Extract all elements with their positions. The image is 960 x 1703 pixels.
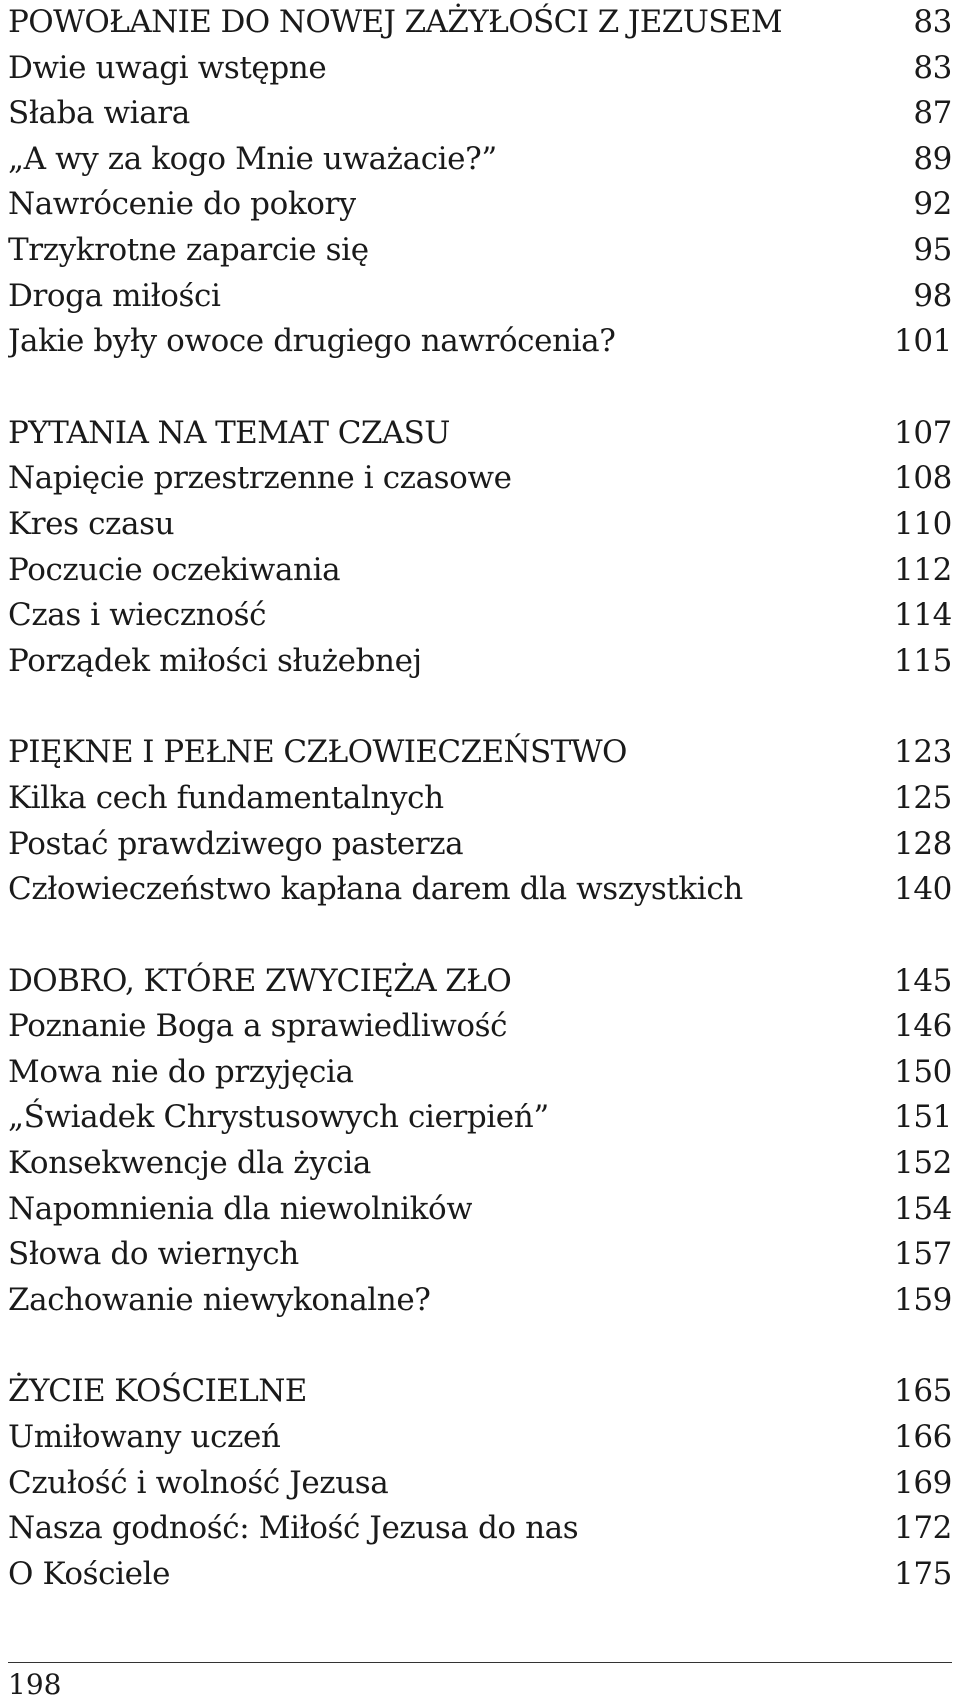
toc-entry (8, 822, 952, 868)
entry-page-number: 114 (894, 597, 952, 634)
toc-entry (8, 867, 952, 913)
toc-entry (8, 46, 952, 92)
entry-title: Czas i wieczność (8, 597, 267, 634)
toc-entry (8, 1187, 952, 1233)
toc-entry (8, 1095, 952, 1141)
entry-title: Poznanie Boga a sprawiedliwość (8, 1008, 508, 1045)
toc-entry (8, 776, 952, 822)
toc-entry (8, 228, 952, 274)
entry-page-number: 175 (894, 1555, 952, 1592)
entry-title: „A wy za kogo Mnie uważacie?” (8, 140, 497, 177)
table-of-contents (8, 0, 952, 1643)
entry-page-number: 157 (894, 1236, 952, 1273)
entry-page-number: 89 (913, 140, 952, 177)
toc-entry (8, 1552, 952, 1598)
entry-title: Porządek miłości służebnej (8, 642, 422, 679)
toc-chapter-heading (8, 0, 952, 46)
footer-divider (8, 1662, 952, 1663)
toc-entry (8, 1506, 952, 1552)
toc-entry (8, 1232, 952, 1278)
entry-title: Jakie były owoce drugiego nawrócenia? (8, 323, 616, 360)
entry-page-number: 108 (894, 460, 952, 497)
entry-page-number: 101 (894, 323, 952, 360)
entry-page-number: 98 (913, 277, 952, 314)
entry-page-number: 115 (894, 642, 952, 679)
entry-page-number: 95 (913, 231, 952, 268)
toc-entry (8, 593, 952, 639)
entry-page-number: 112 (894, 551, 952, 588)
entry-title: Kres czasu (8, 505, 175, 542)
toc-entry (8, 91, 952, 137)
entry-title: Czułość i wolność Jezusa (8, 1464, 389, 1501)
chapter-page-number: 83 (913, 4, 952, 40)
entry-page-number: 110 (894, 505, 952, 542)
entry-title: Zachowanie niewykonalne? (8, 1281, 431, 1318)
toc-section (8, 959, 952, 1324)
toc-entry (8, 1415, 952, 1461)
toc-entry (8, 1141, 952, 1187)
entry-page-number: 166 (894, 1419, 952, 1456)
entry-title: Człowieczeństwo kapłana darem dla wszystkich (8, 871, 743, 908)
entry-page-number: 87 (913, 95, 952, 132)
entry-title: Umiłowany uczeń (8, 1419, 281, 1456)
entry-page-number: 172 (894, 1510, 952, 1547)
entry-title: Nawrócenie do pokory (8, 186, 357, 223)
toc-section (8, 730, 952, 912)
entry-page-number: 140 (894, 871, 952, 908)
toc-entry (8, 1050, 952, 1096)
entry-page-number: 146 (894, 1008, 952, 1045)
entry-page-number: 154 (894, 1190, 952, 1227)
entry-page-number: 92 (913, 186, 952, 223)
entry-title: „Świadek Chrystusowych cierpień” (8, 1099, 549, 1136)
toc-entry (8, 548, 952, 594)
chapter-title: ŻYCIE KOŚCIELNE (8, 1373, 307, 1410)
entry-page-number: 128 (894, 825, 952, 862)
chapter-page-number: 165 (894, 1373, 952, 1410)
entry-title: Słowa do wiernych (8, 1236, 299, 1273)
entry-page-number: 169 (894, 1464, 952, 1501)
chapter-page-number: 107 (894, 414, 952, 451)
chapter-page-number: 123 (894, 734, 952, 771)
toc-chapter-heading (8, 730, 952, 776)
entry-title: Napomnienia dla niewolników (8, 1190, 473, 1227)
entry-title: Postać prawdziwego pasterza (8, 825, 464, 862)
entry-page-number: 150 (894, 1053, 952, 1090)
entry-page-number: 152 (894, 1145, 952, 1182)
toc-chapter-heading (8, 411, 952, 457)
chapter-title: DOBRO, KTÓRE ZWYCIĘŻA ZŁO (8, 962, 512, 999)
chapter-title: POWOŁANIE DO NOWEJ ZAŻYŁOŚCI Z JEZUSEM (8, 4, 783, 40)
entry-page-number: 83 (913, 49, 952, 86)
toc-entry (8, 182, 952, 228)
entry-title: Konsekwencje dla życia (8, 1145, 371, 1182)
entry-title: Poczucie oczekiwania (8, 551, 341, 588)
entry-title: Napięcie przestrzenne i czasowe (8, 460, 512, 497)
toc-chapter-heading (8, 1369, 952, 1415)
entry-title: Kilka cech fundamentalnych (8, 779, 444, 816)
chapter-title: PYTANIA NA TEMAT CZASU (8, 414, 450, 451)
toc-chapter-heading (8, 959, 952, 1005)
entry-title: Dwie uwagi wstępne (8, 49, 327, 86)
toc-entry (8, 1004, 952, 1050)
entry-title: Słaba wiara (8, 95, 190, 132)
toc-entry (8, 319, 952, 365)
toc-entry (8, 639, 952, 685)
toc-entry (8, 274, 952, 320)
toc-entry (8, 1461, 952, 1507)
toc-section (8, 1369, 952, 1597)
toc-entry (8, 1278, 952, 1324)
toc-section (8, 0, 952, 365)
entry-title: Nasza godność: Miłość Jezusa do nas (8, 1510, 579, 1547)
entry-title: Droga miłości (8, 277, 221, 314)
entry-title: Trzykrotne zaparcie się (8, 231, 369, 268)
entry-page-number: 151 (894, 1099, 952, 1136)
entry-page-number: 159 (894, 1281, 952, 1318)
entry-title: O Kościele (8, 1555, 171, 1592)
toc-section (8, 411, 952, 685)
page-folio-number: 198 (8, 1668, 62, 1701)
toc-entry (8, 137, 952, 183)
toc-entry (8, 456, 952, 502)
toc-entry (8, 502, 952, 548)
entry-page-number: 125 (894, 779, 952, 816)
chapter-page-number: 145 (894, 962, 952, 999)
chapter-title: PIĘKNE I PEŁNE CZŁOWIECZEŃSTWO (8, 734, 627, 771)
entry-title: Mowa nie do przyjęcia (8, 1053, 354, 1090)
